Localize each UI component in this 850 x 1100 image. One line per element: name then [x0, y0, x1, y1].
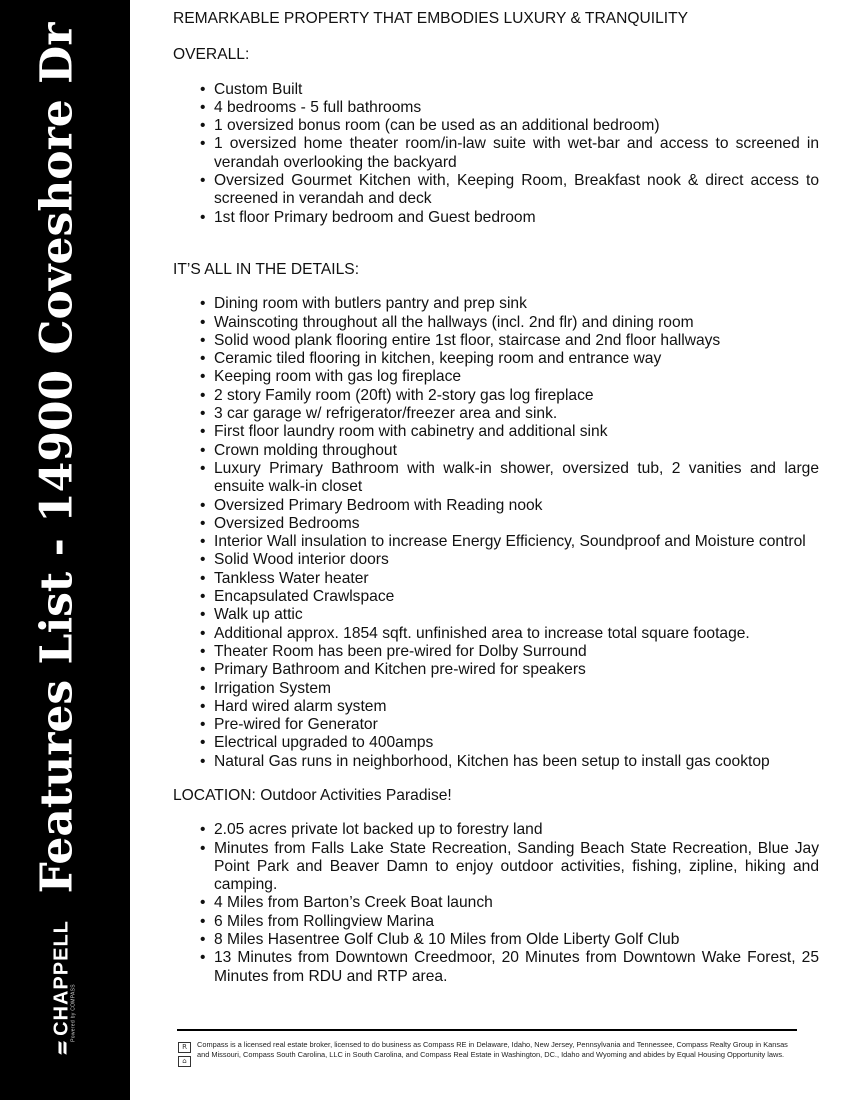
list-item: • Keeping room with gas log fireplace	[173, 368, 819, 386]
list-item: • 3 car garage w/ refrigerator/freezer area and sink.	[173, 405, 819, 423]
list-item: • Minutes from Falls Lake State Recreation, Sanding Beach State Recreation, Blue Jay Point Park and Beaver Damn to enjoy outdoor activities, fishing, zipline, hiking and camping.	[173, 840, 819, 895]
list-item: • 2.05 acres private lot backed up to forestry land	[173, 821, 819, 839]
list-item: • Additional approx. 1854 sqft. unfinished area to increase total square footage.	[173, 625, 819, 643]
list-item: • 1st floor Primary bedroom and Guest bedroom	[173, 209, 819, 227]
list-item: • 1 oversized bonus room (can be used as an additional bedroom)	[173, 117, 819, 135]
list-item: • 2 story Family room (20ft) with 2-story gas log fireplace	[173, 387, 819, 405]
list-item: • Luxury Primary Bathroom with walk-in shower, oversized tub, 2 vanities and large ensuite walk-in closet	[173, 460, 819, 497]
features-content	[173, 10, 819, 986]
list-item: • Oversized Bedrooms	[173, 515, 819, 533]
location-list	[173, 821, 819, 986]
list-item: • 6 Miles from Rollingview Marina	[173, 913, 819, 931]
list-item: • 13 Minutes from Downtown Creedmoor, 20 Minutes from Downtown Wake Forest, 25 Minutes from RDU and RTP area.	[173, 949, 819, 986]
list-item: • 8 Miles Hasentree Golf Club & 10 Miles from Olde Liberty Golf Club	[173, 931, 819, 949]
footer-icons	[178, 1042, 192, 1070]
list-item: • Oversized Gourmet Kitchen with, Keeping Room, Breakfast nook & direct access to screened in verandah and deck	[173, 172, 819, 209]
page-title: REMARKABLE PROPERTY THAT EMBODIES LUXURY & TRANQUILITY	[173, 10, 689, 27]
details-heading: IT’S ALL IN THE DETAILS:	[173, 260, 360, 278]
sidebar-title: Features List - 14900 Coveshore Dr	[31, 22, 83, 894]
brand-logo	[50, 920, 77, 1056]
list-item: • Oversized Primary Bedroom with Reading nook	[173, 497, 819, 515]
list-item: • First floor laundry room with cabinetry and additional sink	[173, 423, 819, 441]
list-item: • Custom Built	[173, 81, 819, 99]
list-item: • Crown molding throughout	[173, 442, 819, 460]
footer-divider	[177, 1029, 797, 1031]
list-item: • Solid Wood interior doors	[173, 551, 819, 569]
overall-list	[173, 81, 819, 227]
overall-heading: OVERALL:	[173, 46, 250, 64]
list-item: • 4 Miles from Barton’s Creek Boat launch	[173, 894, 819, 912]
list-item: • Dining room with butlers pantry and prep sink	[173, 295, 819, 313]
list-item: • Ceramic tiled flooring in kitchen, keeping room and entrance way	[173, 350, 819, 368]
list-item: • 1 oversized home theater room/in-law suite with wet-bar and access to screened in verandah overlooking the backyard	[173, 135, 819, 172]
chappell-mark-icon	[54, 1040, 70, 1056]
details-list	[173, 295, 819, 771]
list-item: • Interior Wall insulation to increase Energy Efficiency, Soundproof and Moisture control	[173, 533, 819, 551]
list-item: • Hard wired alarm system	[173, 698, 819, 716]
brand-name: CHAPPELL	[50, 920, 73, 1036]
list-item: • Irrigation System	[173, 680, 819, 698]
realtor-icon: R	[178, 1042, 191, 1053]
legal-disclaimer: Compass is a licensed real estate broker, licensed to do business as Compass RE in Delaware, Idaho, New Jersey, Pennsylvania and Tennessee, Compass Realty Group in Kansas and Missouri, Compass South Carolina, LLC in South Carolina, and Compass Real Estate in Washington, DC., Idaho and Wyoming and abides by Equal Housing Opportunity laws.	[197, 1040, 788, 1059]
list-item: • Primary Bathroom and Kitchen pre-wired for speakers	[173, 661, 819, 679]
sidebar	[0, 0, 130, 1100]
list-item: • Natural Gas runs in neighborhood, Kitchen has been setup to install gas cooktop	[173, 753, 819, 771]
brand-tagline: Powered by COMPASS	[70, 984, 77, 1042]
list-item: • Theater Room has been pre-wired for Dolby Surround	[173, 643, 819, 661]
list-item: • Pre-wired for Generator	[173, 716, 819, 734]
location-heading: LOCATION: Outdoor Activities Paradise!	[173, 786, 452, 804]
list-item: • Electrical upgraded to 400amps	[173, 734, 819, 752]
list-item: • Wainscoting throughout all the hallways (incl. 2nd flr) and dining room	[173, 314, 819, 332]
equal-housing-icon: ⌂	[178, 1056, 191, 1067]
list-item: • Tankless Water heater	[173, 570, 819, 588]
list-item: • Solid wood plank flooring entire 1st floor, staircase and 2nd floor hallways	[173, 332, 819, 350]
list-item: • Walk up attic	[173, 606, 819, 624]
list-item: • Encapsulated Crawlspace	[173, 588, 819, 606]
list-item: • 4 bedrooms - 5 full bathrooms	[173, 99, 819, 117]
